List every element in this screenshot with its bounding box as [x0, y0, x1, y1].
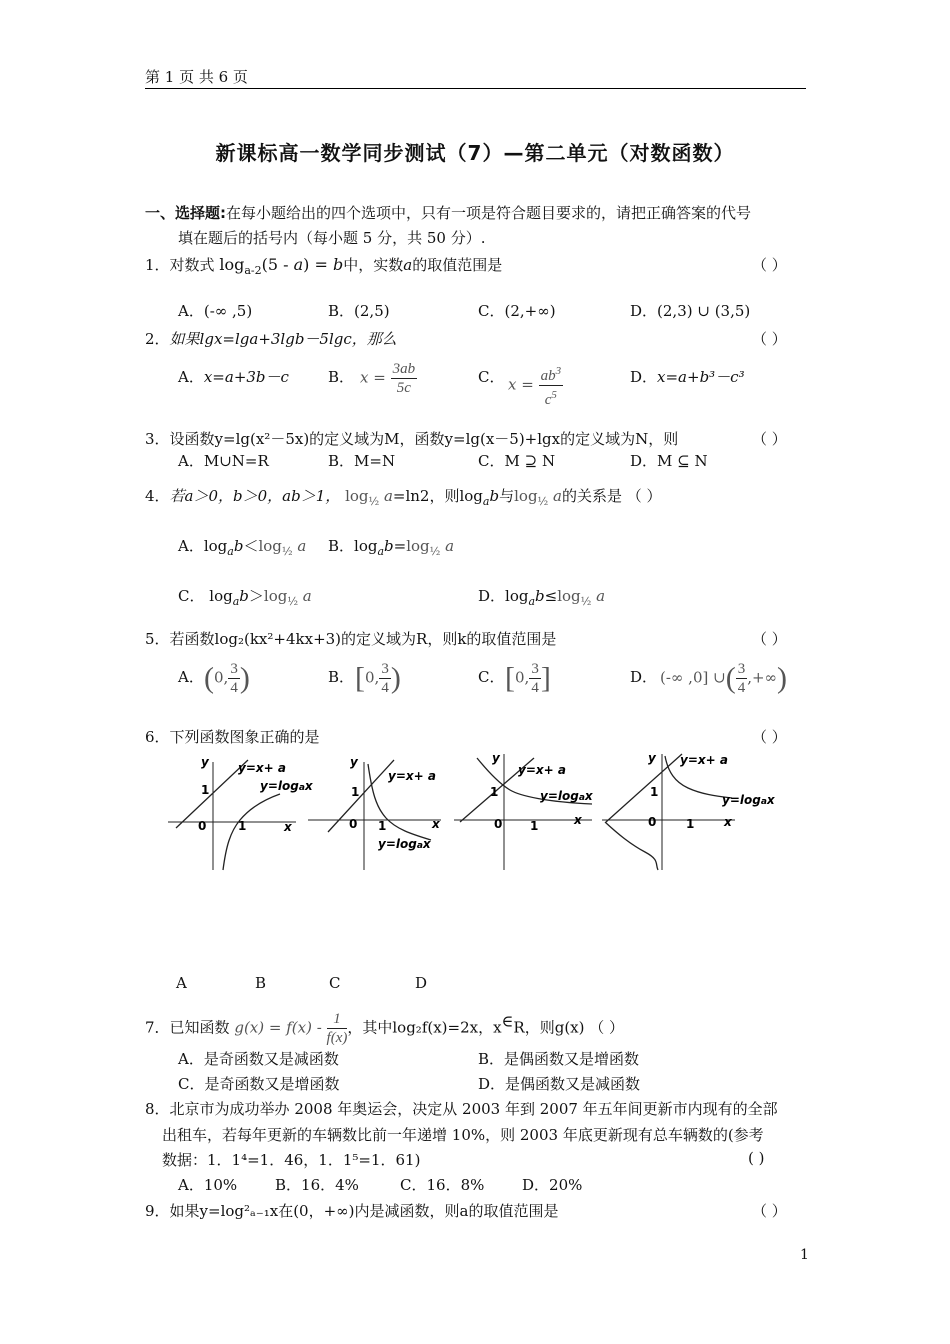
q6-label-d[interactable]: D [415, 974, 428, 992]
q1-b-label: B． [328, 302, 355, 320]
q5-c-formula: [0, $\frac{3}{4}$ ] [505, 661, 551, 696]
q3-option-a[interactable]: A．M∪N=R [178, 452, 269, 470]
q6-graph-b[interactable] [306, 752, 446, 872]
q1-mid: 中，实数 [343, 256, 404, 274]
q7-answer-paren[interactable]: （ ） [589, 1018, 625, 1037]
q8-line2: 出租车，若每年更新的车辆数比前一年递增 10%，则 2003 年底更新现有总车辆数的(参考 [162, 1126, 764, 1144]
q3-option-d[interactable]: D．M ⊆ N [630, 452, 708, 470]
q6-graph-c[interactable] [452, 752, 597, 872]
q7-option-d[interactable]: D．是偶函数又是减函数 [478, 1075, 641, 1093]
question-8 [145, 1098, 778, 1119]
q1-option-c[interactable] [478, 300, 556, 321]
log-label: y=logax [260, 779, 313, 793]
q4-formula-2: $\log_{\frac{1}{2}} a$ [514, 487, 562, 508]
log-label: y=logax [378, 837, 431, 851]
q1-a-value: (-∞ ,5) [203, 302, 253, 320]
q6-answer-paren[interactable]: （ ） [752, 728, 787, 746]
q2-text: 如果lgx=lga+3lgb－5lgc，那么 [169, 330, 397, 348]
q4-a-relation: ＜ [243, 537, 259, 555]
origin-label: 0 [494, 817, 503, 831]
line-label: y=x+ a [388, 769, 436, 783]
log-curve [223, 794, 280, 870]
q1-d-value: (2,3) ∪ (3,5) [657, 302, 751, 320]
page-number: 1 [800, 1247, 809, 1263]
q6-text: 下列函数图象正确的是 [169, 728, 320, 746]
q3-option-c[interactable]: C．M ⊇ N [478, 452, 556, 470]
q4-option-d[interactable]: D．$\log_ab\le\log_{\frac{1}{2}}$ a [478, 587, 606, 608]
y-axis-label: y [492, 751, 500, 765]
log-curve-left [605, 822, 658, 870]
y-axis-label: y [201, 755, 209, 769]
one-label: 1 [351, 785, 360, 799]
q1-var: a [403, 256, 413, 274]
q2-option-b[interactable] [328, 366, 354, 387]
origin-label: 0 [648, 815, 657, 829]
section-label: 一、选择题: [145, 204, 226, 222]
q4-b-label: B．log [328, 537, 378, 555]
x-axis-label: x [724, 815, 732, 829]
q4-option-b[interactable]: B．$\log_ab=\log_{\frac{1}{2}}$ a [328, 537, 455, 558]
q4-d-relation: ≤ [544, 587, 558, 605]
q9-answer-paren[interactable]: （ ） [752, 1202, 787, 1220]
q1-post: 的取值范围是 [412, 256, 503, 274]
q1-option-d[interactable] [630, 300, 750, 321]
q2-c-formula: x = $\frac{ab^3}{c^5}$ [508, 362, 563, 409]
q8-option-b[interactable]: B．16．4% [275, 1176, 359, 1194]
one-label: 1 [201, 783, 210, 797]
q5-b-formula: [0, $\frac{3}{4}$ ) [355, 661, 401, 696]
q1-c-value: (2,+∞) [504, 302, 556, 320]
q7-formula: g(x) = f(x) - [234, 1018, 322, 1037]
q1-pre: 对数式 [169, 256, 215, 274]
q6-graph-d[interactable] [600, 752, 785, 872]
q5-option-d[interactable] [630, 666, 657, 687]
q4-c-log: log [209, 587, 233, 605]
q5-b-label: B． [328, 668, 355, 686]
q1-a-label: A． [178, 302, 204, 320]
q4-pre: 若a＞0，b＞0，ab＞1， [169, 487, 341, 505]
q2-option-a[interactable] [178, 366, 289, 387]
q6-label-a[interactable]: A [176, 974, 187, 992]
q1-c-label: C． [478, 302, 505, 320]
log-label: y=logax [540, 789, 593, 803]
q7-element-of: ∈ [501, 1011, 514, 1031]
log-label: y=logax [722, 793, 775, 807]
x-axis-label: x [574, 813, 582, 827]
q6-label-b[interactable]: B [255, 974, 267, 992]
origin-label: 0 [198, 819, 207, 833]
q2-b-label: B． [328, 368, 355, 386]
line-label: y=x+ a [518, 763, 566, 777]
q8-option-a[interactable]: A．10% [178, 1176, 238, 1194]
q7-fraction: $\frac{1}{f(x)}$ [326, 1011, 348, 1046]
q1-d-label: D． [630, 302, 658, 320]
x-one-label: 1 [530, 819, 539, 833]
x-one-label: 1 [686, 817, 695, 831]
page-title: 新课标高一数学同步测试（7）—第二单元（对数函数） [215, 141, 735, 165]
q5-a-formula: (0, $\frac{3}{4}$ ) [204, 661, 250, 696]
q4-a-label: A．log [178, 537, 228, 555]
question-6 [145, 726, 320, 747]
q6-graph-a[interactable] [168, 752, 313, 872]
x-one-label: 1 [378, 819, 387, 833]
q4-c-relation: ＞ [248, 587, 264, 605]
q2-a-label: A． [178, 368, 204, 386]
q1-answer-paren[interactable]: （ ） [752, 256, 787, 274]
section-intro-line2: 填在题后的括号内（每小题 5 分，共 50 分）. [178, 229, 486, 247]
q8-number: 8． [145, 1100, 170, 1118]
line-label: y=x+ a [680, 753, 728, 767]
x-axis-label: x [284, 820, 292, 834]
q2-answer-paren[interactable]: （ ） [752, 330, 787, 348]
q1-b-value: (2,5) [354, 302, 390, 320]
section-intro-line1: 在每小题给出的四个选项中，只有一项是符合题目要求的，请把正确答案的代号 [226, 204, 752, 222]
q8-option-c[interactable]: C．16．8% [400, 1176, 485, 1194]
q7-number: 7． [145, 1018, 170, 1037]
q5-d-formula: (-∞ ,0] ∪( $\frac{3}{4}$ ,+∞) [660, 661, 788, 696]
q3-number: 3． [145, 430, 170, 448]
q6-number: 6． [145, 728, 170, 746]
q9-number: 9． [145, 1202, 170, 1220]
q5-d-label: D． [630, 668, 658, 686]
q4-option-c[interactable]: C． $\log_ab>\log_{\frac{1}{2}}$ a [178, 587, 312, 608]
q4-formula-1: $\log_{\frac{1}{2}} a$ [345, 487, 393, 508]
q5-answer-paren[interactable]: （ ） [752, 630, 787, 648]
q4-post: 的关系是 [561, 487, 622, 505]
q4-mid2: 与 [499, 487, 515, 505]
one-label: 1 [490, 785, 499, 799]
q5-option-a[interactable] [178, 666, 204, 687]
q8-option-d[interactable]: D．20% [522, 1176, 583, 1194]
q1-option-a[interactable] [178, 300, 252, 321]
page-header: 第 1 页 共 6 页 [145, 68, 248, 86]
q7-post: ，其中log₂f(x)=2x，x [347, 1018, 502, 1037]
question-2 [145, 328, 397, 349]
q8-line1: 北京市为成功举办 2008 年奥运会，决定从 2003 年到 2007 年五年间更新市内现有的全部 [169, 1100, 778, 1118]
q5-a-label: A． [178, 668, 204, 686]
question-1 [145, 254, 502, 277]
q2-a-value: x=a+3b－c [203, 368, 289, 386]
question-3 [145, 428, 678, 449]
q5-c-label: C． [478, 668, 505, 686]
q3-option-b[interactable]: B．M=N [328, 452, 396, 470]
q7-pre: 已知函数 [169, 1018, 230, 1037]
section-intro [145, 202, 751, 223]
q4-c-label: C． [178, 587, 205, 605]
q5-number: 5． [145, 630, 170, 648]
q2-option-d[interactable] [630, 366, 745, 387]
question-5 [145, 628, 556, 649]
q8-line3: 数据：1．1⁴=1．46，1．1⁵=1．61) [162, 1151, 421, 1169]
question-7 [145, 1010, 624, 1047]
q7-post2: R，则g(x) [513, 1018, 585, 1037]
question-9 [145, 1200, 558, 1221]
q4-mid: =ln2，则log [392, 487, 483, 505]
q2-number: 2． [145, 330, 170, 348]
q4-option-a[interactable]: A．$\log_ab<\log_{\frac{1}{2}}$ a [178, 537, 307, 558]
q7-option-a[interactable]: A．是奇函数又是减函数 [178, 1050, 339, 1068]
q4-number: 4． [145, 487, 170, 505]
q5-option-b[interactable] [328, 666, 354, 687]
origin-label: 0 [349, 817, 358, 831]
q6-label-c[interactable]: C [329, 974, 341, 992]
q4-b-relation: = [393, 537, 407, 555]
q2-b-formula: x = $\frac{3ab}{5c}$ [360, 361, 416, 396]
q2-d-value: x=a+b³－c³ [657, 368, 745, 386]
q4-answer-paren[interactable]: （ ） [626, 487, 662, 505]
q5-text: 若函数log₂(kx²+4kx+3)的定义域为R，则k的取值范围是 [169, 630, 557, 648]
q2-option-c[interactable] [478, 366, 504, 387]
q2-d-label: D． [630, 368, 658, 386]
q5-option-c[interactable] [478, 666, 504, 687]
q1-number: 1． [145, 256, 170, 274]
q8-answer-paren[interactable]: ( ) [748, 1149, 765, 1167]
header-rule [145, 88, 806, 89]
y-axis-label: y [350, 755, 358, 769]
q7-option-b[interactable]: B．是偶函数又是增函数 [478, 1050, 640, 1068]
q9-text: 如果y=log²ₐ₋₁x在(0，+∞)内是减函数，则a的取值范围是 [169, 1202, 559, 1220]
y-axis-label: y [648, 751, 656, 765]
line-label: y=x+ a [238, 761, 286, 775]
q3-text: 设函数y=lg(x²－5x)的定义域为M，函数y=lg(x－5)+lgx的定义域为N，则 [169, 430, 679, 448]
q1-option-b[interactable] [328, 300, 390, 321]
x-axis-label: x [432, 817, 440, 831]
q7-option-c[interactable]: C．是奇函数又是增函数 [178, 1075, 340, 1093]
one-label: 1 [650, 785, 659, 799]
q2-c-label: C． [478, 368, 505, 386]
x-one-label: 1 [238, 819, 247, 833]
q4-d-label: D．log [478, 587, 529, 605]
q1-formula: $\log_{a-2}(5 - a) = b$ [219, 255, 344, 278]
q3-answer-paren[interactable]: （ ） [752, 430, 787, 448]
question-4: 4．若a＞0，b＞0，ab＞1， $\log_{\frac{1}{2}} a=\ln 2$，则$\log_ab$与$\log_{\frac{1}{2}} a$的关系是 （ ） [145, 487, 662, 508]
line-curve [606, 754, 682, 822]
